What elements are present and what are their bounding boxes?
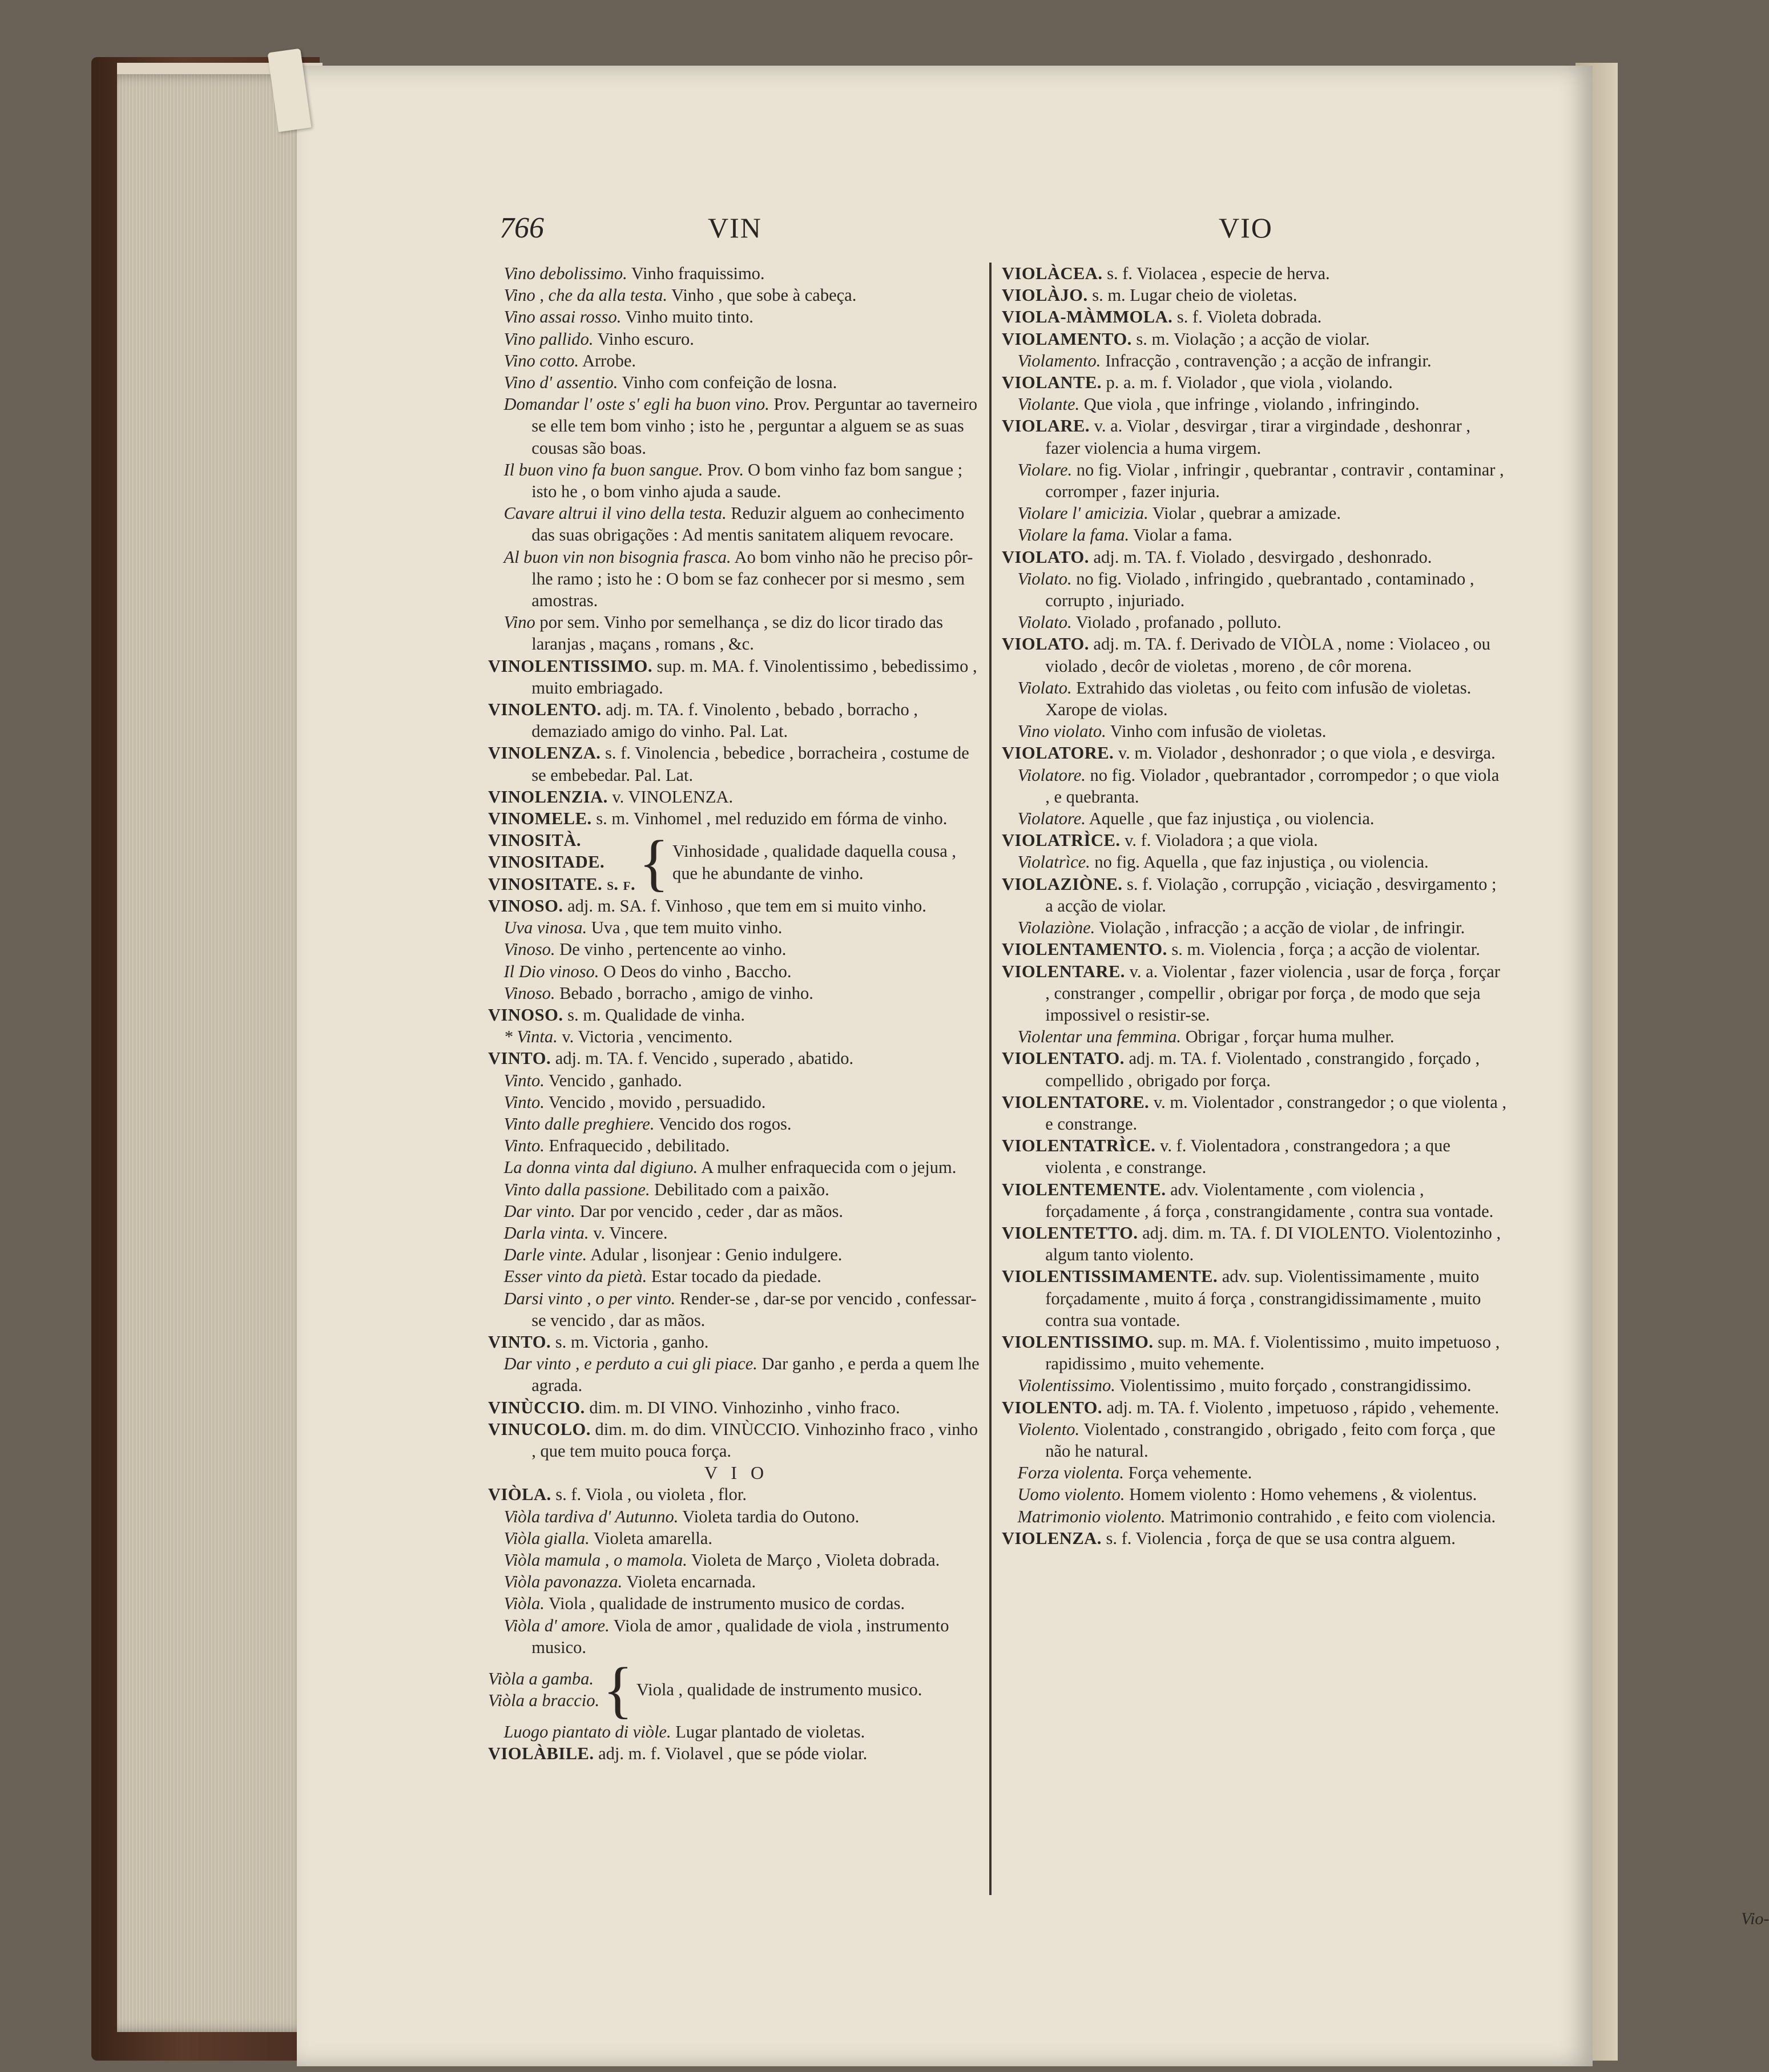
definition: s. m. Vinhomel , mel reduzido em fórma de vinho. (596, 809, 948, 829)
definition: v. a. Violentar , fazer violencia , usar de força , forçar , constranger , compellir , obrigar por força , de modo que seja impossivel o resistir-se. (1045, 961, 1500, 1025)
dictionary-entry (488, 1418, 985, 1462)
phrase: Vinoso. (503, 983, 555, 1003)
phrase: Violatore. (1017, 765, 1086, 785)
headword: VIOLENTISSIMO. (1002, 1332, 1154, 1352)
dictionary-entry (488, 1397, 985, 1418)
sub-entry (488, 393, 985, 459)
definition: Matrimonio contrahido , e feito com violencia. (1170, 1506, 1496, 1526)
phrase: La donna vinta dal digiuno. (503, 1158, 698, 1178)
running-head-right: VIO (1219, 212, 1273, 244)
definition: s. f. Violação , corrupção , viciação , desvirgamento ; a acção de violar. (1045, 874, 1497, 916)
definition: De vinho , pertencente ao vinho. (559, 940, 787, 960)
dictionary-entry (1002, 328, 1507, 350)
dictionary-entry (1002, 1091, 1507, 1135)
sub-entry (1002, 393, 1507, 415)
phrase: Cavare altrui il vino della testa. (503, 503, 727, 523)
dictionary-entry (488, 1743, 985, 1764)
sub-entry (488, 1615, 985, 1658)
phrase: Viòla gialla. (503, 1528, 590, 1548)
phrase: Domandar l' oste s' egli ha buon vino. (503, 394, 769, 414)
definition: Vinho muito tinto. (625, 307, 753, 327)
headword: VINOLENTISSIMO. (488, 656, 653, 676)
definition: s. m. Violencia , força ; a acção de violentar. (1171, 940, 1480, 960)
sub-entry (488, 1288, 985, 1331)
phrase: Il Dio vinoso. (503, 961, 599, 981)
phrase: Vino d' assentio. (503, 373, 618, 393)
definition: no fig. Violar , infringir , quebrantar , contravir , contaminar , corromper , fazer injuria. (1045, 459, 1504, 502)
definition: Dar ganho , e perda a quem lhe agrada. (531, 1354, 980, 1396)
definition: adv. sup. Violentissimamente , muito forçadamente , muito á força , constrangidissimamente , muito contra sua vontade. (1045, 1267, 1481, 1330)
column-rule (989, 263, 992, 1895)
sub-entry (1002, 764, 1507, 808)
dictionary-entry (1002, 829, 1507, 851)
dictionary-entry (488, 1484, 985, 1505)
sub-entry (488, 917, 985, 938)
headword: VIOLENTATORE. (1002, 1092, 1150, 1112)
definition: Violeta encarnada. (626, 1572, 756, 1592)
dictionary-page (297, 66, 1769, 2066)
definition: Vinho , que sobe à cabeça. (671, 285, 857, 305)
definition: Bebado , borracho , amigo de vinho. (559, 983, 813, 1003)
phrase: Vinto dalla passione. (503, 1179, 650, 1199)
phrase: Darla vinta. (503, 1223, 589, 1243)
headword: VIOLANTE. (1002, 373, 1102, 393)
sub-entry (1002, 851, 1507, 873)
headword: VINOMELE. (488, 809, 592, 829)
definition: Violado , profanado , polluto. (1075, 612, 1282, 632)
phrase: Violato. (1017, 569, 1072, 588)
headword: VIOLÀBILE. (488, 1744, 594, 1764)
headword: VINOSITÀ. (488, 831, 581, 850)
headword: VIOLATO. (1002, 634, 1089, 654)
definition: Aquelle , que faz injustiça , ou violencia. (1089, 809, 1375, 829)
definition: s. m. Victoria , ganho. (555, 1332, 709, 1352)
dictionary-entry (488, 1004, 985, 1026)
dictionary-entry (1002, 1265, 1507, 1331)
sub-entry (1002, 1374, 1507, 1396)
phrase: Violento. (1017, 1419, 1080, 1439)
headword: VIOLENTATRÌCE. (1002, 1136, 1156, 1156)
definition: sup. m. MA. f. Violentissimo , muito impetuoso , rapidissimo , muito vehemente. (1045, 1332, 1500, 1374)
definition: v. f. Violadora ; a que viola. (1125, 831, 1318, 850)
page-edges (117, 74, 308, 2032)
phrase: Al buon vin non bisognia frasca. (503, 547, 731, 567)
sub-entry (1002, 1026, 1507, 1047)
headword: VIOLENTARE. (1002, 961, 1125, 981)
headword: VIOLENTISSIMAMENTE. (1002, 1267, 1218, 1287)
dictionary-entry (488, 808, 985, 829)
dictionary-entry (1002, 372, 1507, 393)
definition: Estar tocado da piedade. (651, 1267, 821, 1287)
definition: Vinho com confeição de losna. (622, 373, 837, 393)
phrase: Uva vinosa. (503, 918, 587, 938)
sub-entry (1002, 350, 1507, 372)
headword: Viòla a gamba. (488, 1668, 594, 1688)
definition: Vinho com infusão de violetas. (1110, 721, 1327, 741)
definition: Debilitado com a paixão. (654, 1179, 829, 1199)
definition: Arrobe. (582, 350, 636, 370)
dictionary-entry (1002, 1047, 1507, 1091)
definition: Infracção , contravenção ; a acção de infrangir. (1105, 350, 1432, 370)
definition: v. a. Violar , desvirgar , tirar a virgindade , deshonrar , fazer violencia a huma virgem. (1045, 416, 1470, 458)
definition: adj. m. TA. f. Vinolento , bebado , borracho , demaziado amigo do vinho. Pal. Lat. (531, 700, 918, 741)
sub-entry (488, 1091, 985, 1113)
sub-entry (1002, 1484, 1507, 1505)
dictionary-entry (1002, 306, 1507, 328)
headword: VINOLENTO. (488, 700, 602, 720)
sub-entry (1002, 1418, 1507, 1462)
phrase: Darle vinte. (503, 1245, 587, 1265)
dictionary-entry (1002, 1135, 1507, 1178)
phrase: Violentar una femmina. (1017, 1027, 1182, 1047)
definition: Reduzir alguem ao conhecimento das suas obrigações : Ad mentis sanitatem aliquem revocare. (531, 503, 965, 545)
headword: VIOLÀJO. (1002, 285, 1088, 305)
phrase: Violentissimo. (1017, 1376, 1115, 1396)
definition: O Deos do vinho , Baccho. (603, 961, 792, 981)
definition: s. f. Vinolencia , bebedice , borracheira , costume de se embebedar. Pal. Lat. (531, 743, 969, 785)
phrase: Violante. (1017, 394, 1080, 414)
dictionary-entry (488, 895, 985, 917)
phrase: Vino , che da alla testa. (503, 285, 668, 305)
headword: VINOSITATE. s. f. (488, 874, 636, 894)
dictionary-entry (1002, 1397, 1507, 1418)
catchword: Vio- (1741, 1909, 1769, 1928)
definition: Violeta amarella. (593, 1528, 712, 1548)
headword: VIOLENTO. (1002, 1397, 1102, 1417)
phrase: Uomo violento. (1017, 1485, 1125, 1505)
definition: Violar a fama. (1133, 525, 1232, 545)
headword: VIOLAZIÒNE. (1002, 874, 1123, 894)
sub-entry (488, 1135, 985, 1156)
definition: Lugar plantado de violetas. (675, 1722, 865, 1742)
sub-entry (1002, 720, 1507, 742)
dictionary-entry (1002, 961, 1507, 1026)
definition: Vencido , ganhado. (548, 1070, 682, 1090)
definition: no fig. Violador , quebrantador , corrompedor ; o que viola , e quebranta. (1045, 765, 1500, 807)
definition: Enfraquecido , debilitado. (549, 1136, 730, 1156)
phrase: Viòla mamula , o mamola. (503, 1550, 687, 1570)
definition: v. m. Violador , deshonrador ; o que viola , e desvirga. (1118, 743, 1496, 763)
headword: VINOSITADE. (488, 852, 605, 872)
headword: VINOLENZA. (488, 743, 601, 763)
sub-entry (488, 1222, 985, 1244)
headword: VIOLAMENTO. (1002, 329, 1132, 349)
sub-entry (488, 1200, 985, 1222)
sub-entry (1002, 459, 1507, 502)
definition: adj. m. f. Violavel , que se póde violar. (598, 1744, 868, 1764)
headword: VIOLENTATO. (1002, 1049, 1125, 1069)
definition: Prov. O bom vinho faz bom sangue ; isto he , o bom vinho ajuda a saude. (531, 459, 963, 502)
dictionary-entry (488, 699, 985, 742)
dictionary-entry (1002, 415, 1507, 458)
sub-entry (488, 1070, 985, 1091)
phrase: Viòla tardiva d' Autunno. (503, 1506, 679, 1526)
sub-entry (488, 1179, 985, 1200)
phrase: Violatore. (1017, 809, 1086, 829)
definition: sup. m. MA. f. Vinolentissimo , bebedissimo , muito embriagado. (531, 656, 977, 698)
brace-glyph: { (639, 827, 669, 897)
definition: Que viola , que infringe , violando , infringindo. (1083, 394, 1420, 414)
sub-entry (1002, 502, 1507, 524)
sub-entry (1002, 524, 1507, 546)
dictionary-entry (1002, 263, 1507, 284)
headword: VIÒLA. (488, 1485, 551, 1505)
headword: VIOLATO. (1002, 547, 1089, 567)
definition: Prov. Perguntar ao taverneiro se elle tem bom vinho ; isto he , perguntar a alguem se as suas cousas são boas. (531, 394, 978, 458)
dictionary-entry (1002, 1527, 1507, 1549)
definition: Extrahido das violetas , ou feito com infusão de violetas. Xarope de violas. (1045, 678, 1472, 720)
phrase: Vinto. (503, 1136, 545, 1156)
definition: Vencido , movido , persuadido. (548, 1092, 766, 1112)
definition: v. Vincere. (593, 1223, 668, 1243)
phrase: Vino violato. (1017, 721, 1106, 741)
dictionary-entry (488, 655, 985, 699)
phrase: Violato. (1017, 612, 1072, 632)
definition: s. m. Lugar cheio de violetas. (1092, 285, 1297, 305)
definition: Render-se , dar-se por vencido , confessar-se vencido , dar as mãos. (531, 1288, 977, 1330)
dictionary-entry (1002, 284, 1507, 306)
headword: VIOLARE. (1002, 416, 1090, 436)
phrase: Dar vinto. (503, 1201, 575, 1221)
headword: VIOLENTETTO. (1002, 1223, 1138, 1243)
left-column (488, 263, 985, 1764)
grouped-headwords (488, 829, 635, 895)
definition: Homem violento : Homo vehemens , & violentus. (1129, 1485, 1477, 1505)
dictionary-entry (1002, 1331, 1507, 1374)
running-head-left: VIN (708, 212, 762, 244)
sub-entry (488, 284, 985, 306)
definition: Violentado , constrangido , obrigado , feito com força , que não he natural. (1045, 1419, 1496, 1461)
dictionary-entry (488, 742, 985, 785)
dictionary-entry (1002, 1179, 1507, 1222)
sub-entry (488, 328, 985, 350)
definition: por sem. Vinho por semelhança , se diz do licor tirado das laranjas , maçans , romans , &c. (531, 612, 943, 654)
definition: s. f. Violacea , especie de herva. (1107, 264, 1330, 283)
headword: Viòla a braccio. (488, 1691, 600, 1710)
definition: adv. Violentamente , com violencia , forçadamente , á força , constrangidamente , contra sua vontade. (1045, 1179, 1494, 1221)
dictionary-entry (488, 786, 985, 808)
definition: v. Victoria , vencimento. (562, 1027, 733, 1047)
headword: VIOLENZA. (1002, 1528, 1102, 1548)
headword: VIOLENTEMENTE. (1002, 1179, 1166, 1199)
definition: adj. m. TA. f. Derivado de VIÒLA , nome : Violaceo , ou violado , decôr de violetas , moreno , de côr morena. (1045, 634, 1490, 676)
definition: Violeta de Março , Violeta dobrada. (691, 1550, 940, 1570)
phrase: Vinto dalle preghiere. (503, 1114, 655, 1134)
definition: Dar por vencido , ceder , dar as mãos. (579, 1201, 844, 1221)
phrase: Vino cotto. (503, 350, 579, 370)
definition: Violentissimo , muito forçado , constrangidissimo. (1119, 1376, 1472, 1396)
dictionary-entry (1002, 742, 1507, 764)
phrase: Vino debolissimo. (503, 264, 627, 283)
definition: Vencido dos rogos. (658, 1114, 792, 1134)
definition: s. f. Viola , ou violeta , flor. (555, 1485, 747, 1505)
section-heading: V I O (704, 1462, 769, 1484)
phrase: Viòla d' amore. (503, 1615, 610, 1635)
phrase: Dar vinto , e perduto a cui gli piace. (503, 1354, 757, 1374)
sub-entry (488, 459, 985, 502)
definition: v. m. Violentador , constrangedor ; o que violenta , e constrange. (1045, 1092, 1507, 1134)
headword: VINOSO. (488, 1005, 563, 1025)
sub-entry (488, 1571, 985, 1593)
definition: Vinhosidade , qualidade daquella cousa , que he abundante de vinho. (672, 841, 956, 883)
sub-entry (488, 1113, 985, 1135)
phrase: Violare l' amicizia. (1017, 503, 1149, 523)
sub-entry (1002, 1506, 1507, 1527)
dictionary-entry (1002, 938, 1507, 960)
definition: A mulher enfraquecida com o jejum. (701, 1158, 957, 1178)
phrase: Violaziòne. (1017, 918, 1095, 938)
brace-glyph: { (603, 1655, 633, 1724)
headword: VIOLA-MÀMMOLA. (1002, 307, 1173, 327)
headword: VIOLÀCEA. (1002, 264, 1103, 283)
definition: no fig. Violado , infringido , quebrantado , contaminado , corrupto , injuriado. (1045, 569, 1474, 611)
sub-entry (488, 1527, 985, 1549)
phrase: Vinoso. (503, 940, 555, 960)
headword: VINTO. (488, 1049, 551, 1069)
sub-entry (488, 1549, 985, 1571)
phrase: Vino (503, 612, 535, 632)
sub-entry (1002, 808, 1507, 829)
dictionary-entry (1002, 633, 1507, 676)
dictionary-entry (1002, 873, 1507, 917)
definition: Violar , quebrar a amizade. (1152, 503, 1341, 523)
definition: Obrigar , forçar huma mulher. (1185, 1027, 1395, 1047)
page-header (297, 211, 1593, 251)
definition: adj. m. TA. f. Violado , desvirgado , deshonrado. (1093, 547, 1432, 567)
phrase: Vinto. (503, 1092, 545, 1112)
sub-entry (1002, 1462, 1507, 1484)
definition: v. f. Violentadora , constrangedora ; a que violenta , e constrange. (1045, 1136, 1450, 1178)
sub-entry (488, 961, 985, 982)
dictionary-entry (1002, 1222, 1507, 1265)
headword: VIOLATRÌCE. (1002, 831, 1121, 850)
headword: VIOLATORE. (1002, 743, 1114, 763)
definition: no fig. Aquella , que faz injustiça , ou violencia. (1094, 852, 1429, 872)
definition: Violação , infracção ; a acção de violar , de infringir. (1099, 918, 1465, 938)
definition: Uva , que tem muito vinho. (591, 918, 783, 938)
phrase: Violato. (1017, 678, 1072, 698)
phrase: Violamento. (1017, 350, 1101, 370)
definition: adj. m. TA. f. Violentado , constrangido , forçado , compellido , obrigado por força. (1045, 1049, 1480, 1090)
phrase: * Vinta. (503, 1027, 558, 1047)
sub-entry (488, 1156, 985, 1178)
sub-entry (488, 1506, 985, 1527)
definition: adj. dim. m. TA. f. DI VIOLENTO. Violentozinho , algum tanto violento. (1045, 1223, 1501, 1265)
headword: VIOLENTAMENTO. (1002, 940, 1167, 960)
sub-entry (488, 1353, 985, 1396)
definition: adj. m. SA. f. Vinhoso , que tem em si muito vinho. (567, 896, 926, 916)
grouped-entry (488, 1655, 985, 1724)
phrase: Viòla. (503, 1594, 545, 1614)
phrase: Vino assai rosso. (503, 307, 622, 327)
sub-entry (488, 263, 985, 284)
sub-entry (1002, 677, 1507, 720)
definition: Viola , qualidade de instrumento musico de cordas. (548, 1594, 905, 1614)
headword: VINOSO. (488, 896, 563, 916)
sub-entry (488, 350, 985, 372)
phrase: Violare la fama. (1017, 525, 1130, 545)
definition: Vinho escuro. (597, 329, 694, 349)
headword: VINTO. (488, 1332, 551, 1352)
sub-entry (1002, 917, 1507, 938)
definition: adj. m. TA. f. Violento , impetuoso , rápido , vehemente. (1106, 1397, 1500, 1417)
headword: VINOLENZIA. (488, 787, 608, 807)
definition: adj. m. TA. f. Vencido , superado , abatido. (555, 1049, 854, 1069)
definition: s. m. Violação ; a acção de violar. (1136, 329, 1370, 349)
sub-entry (488, 306, 985, 328)
sub-entry (488, 1026, 985, 1047)
definition: s. f. Violeta dobrada. (1176, 307, 1322, 327)
sub-entry (488, 502, 985, 546)
phrase: Darsi vinto , o per vinto. (503, 1288, 676, 1308)
definition: s. f. Violencia , força de que se usa contra alguem. (1106, 1528, 1456, 1548)
phrase: Luogo piantato di viòle. (503, 1722, 671, 1742)
dictionary-entry (488, 1331, 985, 1353)
sub-entry (488, 1244, 985, 1265)
sub-entry (488, 1265, 985, 1287)
phrase: Forza violenta. (1017, 1463, 1124, 1483)
definition: Adular , lisonjear : Genio indulgere. (590, 1245, 843, 1265)
phrase: Vinto. (503, 1070, 545, 1090)
sub-entry (488, 982, 985, 1004)
headword: VINÙCCIO. (488, 1397, 585, 1417)
definition: dim. m. do dim. VINÙCCIO. Vinhozinho fraco , vinho , que tem muito pouca força. (531, 1419, 978, 1461)
definition: s. m. Qualidade de vinha. (567, 1005, 745, 1025)
definition: Vinho fraquissimo. (631, 264, 765, 283)
sub-entry (488, 1593, 985, 1614)
grouped-headwords (488, 1668, 599, 1711)
phrase: Esser vinto da pietà. (503, 1267, 647, 1287)
dictionary-entry (1002, 546, 1507, 568)
sub-entry (488, 611, 985, 655)
headword: VINUCOLO. (488, 1419, 591, 1439)
definition: v. VINOLENZA. (612, 787, 734, 807)
sub-entry (1002, 611, 1507, 633)
definition: Viola de amor , qualidade de viola , instrumento musico. (531, 1615, 949, 1657)
page-number: 766 (499, 212, 544, 244)
phrase: Matrimonio violento. (1017, 1506, 1166, 1526)
dictionary-entry (488, 1047, 985, 1069)
sub-entry (488, 372, 985, 393)
phrase: Vino pallido. (503, 329, 594, 349)
sub-entry (488, 938, 985, 960)
definition: dim. m. DI VINO. Vinhozinho , vinho fraco. (589, 1397, 900, 1417)
phrase: Il buon vino fa buon sangue. (503, 459, 703, 479)
right-column (1002, 263, 1507, 1549)
definition: Viola , qualidade de instrumento musico. (636, 1679, 922, 1699)
grouped-entry (488, 829, 985, 895)
sub-entry (1002, 568, 1507, 611)
sub-entry (488, 546, 985, 612)
sub-entry (488, 1721, 985, 1743)
phrase: Violare. (1017, 459, 1073, 479)
phrase: Violatrìce. (1017, 852, 1090, 872)
definition: Violeta tardia do Outono. (682, 1506, 860, 1526)
definition: Força vehemente. (1128, 1463, 1252, 1483)
phrase: Viòla pavonazza. (503, 1572, 623, 1592)
definition: Ao bom vinho não he preciso pôr-lhe ramo ; isto he : O bom se faz conhecer por si mesmo , sem amostras. (531, 547, 973, 611)
definition: p. a. m. f. Violador , que viola , violando. (1106, 373, 1393, 393)
